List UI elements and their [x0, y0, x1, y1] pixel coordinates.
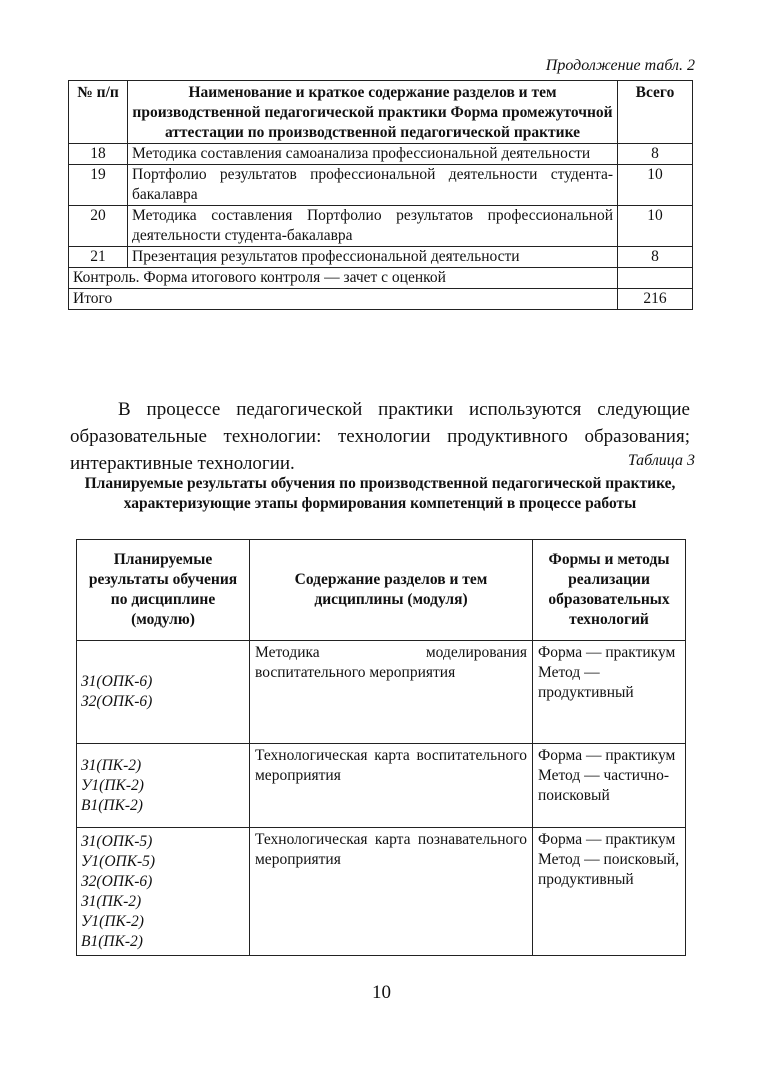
row-number: 19 — [69, 165, 128, 206]
continuation-caption: Продолжение табл. 2 — [545, 57, 695, 74]
row-total: 8 — [618, 144, 693, 165]
competence-code: У1(ПК-2) — [81, 912, 144, 930]
section-content: Технологическая карта познавательного мероприятия — [250, 828, 533, 956]
row-number: 18 — [69, 144, 128, 165]
competence-codes — [77, 744, 250, 828]
row-name: Методика составления Портфолио результатов профессиональной деятельности студента-бакалавра — [128, 206, 618, 247]
section-content: Технологическая карта воспитательного мероприятия — [250, 744, 533, 828]
body-paragraph: В процессе педагогической практики используются следующие образовательные технологии: технологии продуктивного образования; интерактивные технологии. — [70, 399, 690, 474]
row-name: Портфолио результатов профессиональной деятельности студента-бакалавра — [128, 165, 618, 206]
total-row — [69, 289, 693, 310]
competence-code: З2(ОПК-6) — [81, 872, 153, 890]
table2-header-total: Всего — [618, 81, 693, 144]
competence-code: З1(ПК-2) — [81, 892, 142, 910]
table-row — [69, 247, 693, 268]
competence-codes — [77, 641, 250, 744]
form-text: Форма — практикум — [538, 644, 676, 661]
table2-header-name: Наименование и краткое содержание разделов и тем производственной педагогической практики Форма промежуточной аттестации по производственной педагогической практике — [128, 81, 618, 144]
table-row — [69, 144, 693, 165]
forms-methods — [533, 828, 686, 956]
control-row-total — [618, 268, 693, 289]
forms-methods — [533, 641, 686, 744]
competence-code: В1(ПК-2) — [81, 932, 143, 950]
competence-code: З2(ОПК-6) — [81, 693, 153, 710]
row-total: 8 — [618, 247, 693, 268]
form-text: Форма — практикум — [538, 831, 676, 848]
table3-header-row — [77, 540, 686, 641]
method-text: Метод — поисковый, продуктивный — [538, 851, 680, 888]
competence-code: З1(ОПК-6) — [81, 673, 153, 690]
table3-header-content: Содержание разделов и тем дисциплины (модуля) — [250, 540, 533, 641]
table3-caption: Таблица 3 — [627, 452, 695, 469]
control-row-text: Контроль. Форма итогового контроля — зачет с оценкой — [69, 268, 618, 289]
method-text: Метод — продуктивный — [538, 664, 634, 701]
competence-code: З1(ПК-2) — [81, 756, 142, 774]
total-row-text: Итого — [69, 289, 618, 310]
row-total: 10 — [618, 206, 693, 247]
row-name: Методика составления самоанализа профессиональной деятельности — [128, 144, 618, 165]
table-row — [69, 165, 693, 206]
table-3 — [76, 539, 686, 956]
table3-header-results: Планируемые результаты обучения по дисциплине (модулю) — [77, 540, 250, 641]
competence-code: У1(ПК-2) — [81, 776, 144, 794]
row-total: 10 — [618, 165, 693, 206]
forms-methods — [533, 744, 686, 828]
row-number: 20 — [69, 206, 128, 247]
competence-code: З1(ОПК-5) — [81, 832, 153, 850]
table-row — [77, 828, 686, 956]
form-text: Форма — практикум — [538, 747, 676, 764]
page-number: 10 — [372, 982, 391, 1003]
competence-code: У1(ОПК-5) — [81, 852, 156, 870]
total-row-value: 216 — [618, 289, 693, 310]
competence-code: В1(ПК-2) — [81, 796, 143, 814]
row-number: 21 — [69, 247, 128, 268]
competence-codes — [77, 828, 250, 956]
table-row — [77, 641, 686, 744]
table3-title: Планируемые результаты обучения по производственной педагогической практике, характеризующие этапы формирования компетенций в процессе работы — [84, 475, 676, 512]
table3-header-forms: Формы и методы реализации образовательных технологий — [533, 540, 686, 641]
section-content: Методика моделирования воспитательного мероприятия — [250, 641, 533, 744]
row-name: Презентация результатов профессиональной деятельности — [128, 247, 618, 268]
table2-header-row — [69, 81, 693, 144]
control-row — [69, 268, 693, 289]
table-row — [69, 206, 693, 247]
table-row — [77, 744, 686, 828]
method-text: Метод — частично-поисковый — [538, 767, 670, 804]
table2-header-num: № п/п — [69, 81, 128, 144]
table-2-continuation — [68, 80, 693, 310]
